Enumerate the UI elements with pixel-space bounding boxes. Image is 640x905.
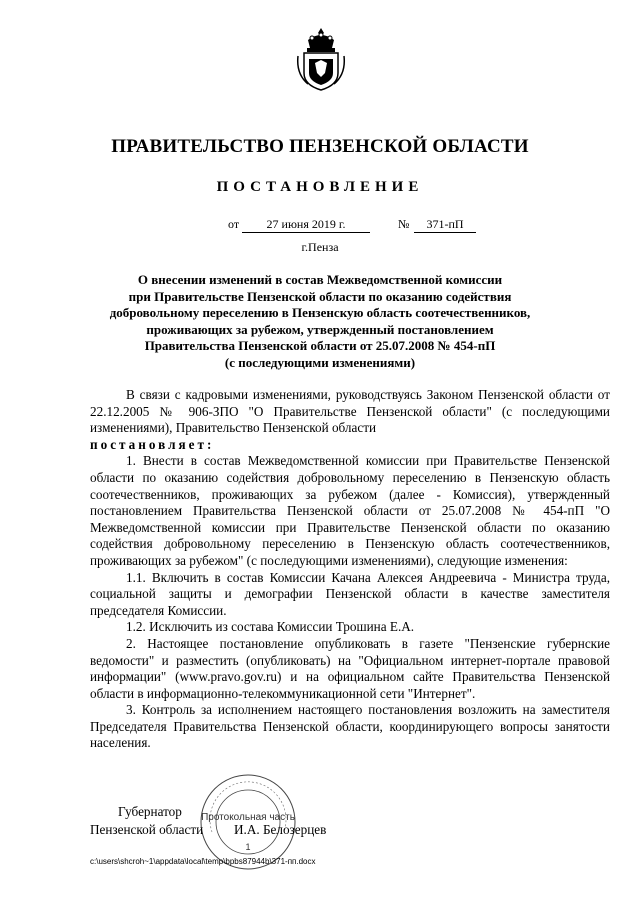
document-date: 27 июня 2019 г. (242, 217, 370, 233)
document-body (90, 387, 610, 752)
title-line: О внесении изменений в состав Межведомственной комиссии (137, 272, 503, 287)
paragraph-1-2: 1.2. Исключить из состава Комиссии Трошина Е.А. (126, 619, 415, 635)
document-type-heading: ПОСТАНОВЛЕНИЕ (216, 179, 424, 195)
paragraph-2: 2. Настоящее постановление опубликовать в газете "Пензенские губернские ведомости" и разместить (опубликовать) на "Официальном интернет-портале правовой информации" (www.pravo.gov.ru) и на официальном сайте Правительства Пензенской области в информационно-телекоммуникационной сети "Интернет". (90, 635, 610, 701)
number-prefix: № (398, 217, 410, 231)
intro-paragraph: В связи с кадровыми изменениями, руководствуясь Законом Пензенской области от 22.12.2005 № 906-ЗПО "О Правительстве Пензенской области" (с последующими изменениями), Правительство Пензенской области (90, 387, 610, 436)
signatory-title: Губернатор (118, 804, 182, 819)
paragraph-1-1: 1.1. Включить в состав Комиссии Качана Алексея Андреевича - Министра труда, социальной защиты и демографии Пензенской области в качестве заместителя председателя Комиссии. (90, 569, 610, 618)
stamp-text: Протокольная часть (201, 812, 295, 823)
signatory-organization: Пензенской области (90, 822, 204, 837)
organization-heading: ПРАВИТЕЛЬСТВО ПЕНЗЕНСКОЙ ОБЛАСТИ (111, 136, 529, 157)
title-line: проживающих за рубежом, утвержденный постановлением (146, 321, 494, 337)
city-label: г.Пенза (301, 240, 339, 254)
decree-word: постановляет: (90, 436, 215, 452)
stamp-number: 1 (245, 842, 251, 852)
document-number: 371-пП (414, 217, 476, 233)
file-path-footer: c:\users\shcroh~1\appdata\local\temp\bpbs87944b\371-пп.docx (90, 857, 316, 866)
title-line: добровольному переселению в Пензенскую область соотечественников, (109, 305, 531, 320)
title-line: Правительства Пензенской области от 25.07.2008 № 454-пП (144, 338, 496, 353)
signatory-name: И.А. Белозерцев (234, 822, 327, 837)
paragraph-3: 3. Контроль за исполнением настоящего постановления возложить на заместителя Председателя Правительства Пензенской области, координирующего вопросы занятости населения. (90, 702, 610, 751)
coat-of-arms-emblem (296, 26, 346, 92)
date-prefix: от (228, 217, 240, 231)
document-title (100, 272, 540, 371)
paragraph-1: 1. Внести в состав Межведомственной комиссии при Правительстве Пензенской области по оказанию содействия добровольному переселению в Пензенскую область соотечественников, проживающих за рубежом (далее - Комиссия), утвержденный постановлением Правительства Пензенской области от 25.07.2008 № 454-пП "О Межведомственной комиссии при Правительстве Пензенской области по оказанию содействия добровольному переселению в Пензенскую область соотечественников, проживающих за рубежом" (с последующими изменениями), следующие изменения: (90, 453, 610, 568)
title-line: (с последующими изменениями) (224, 354, 416, 370)
title-line: при Правительстве Пензенской области по оказанию содействия (128, 288, 512, 304)
